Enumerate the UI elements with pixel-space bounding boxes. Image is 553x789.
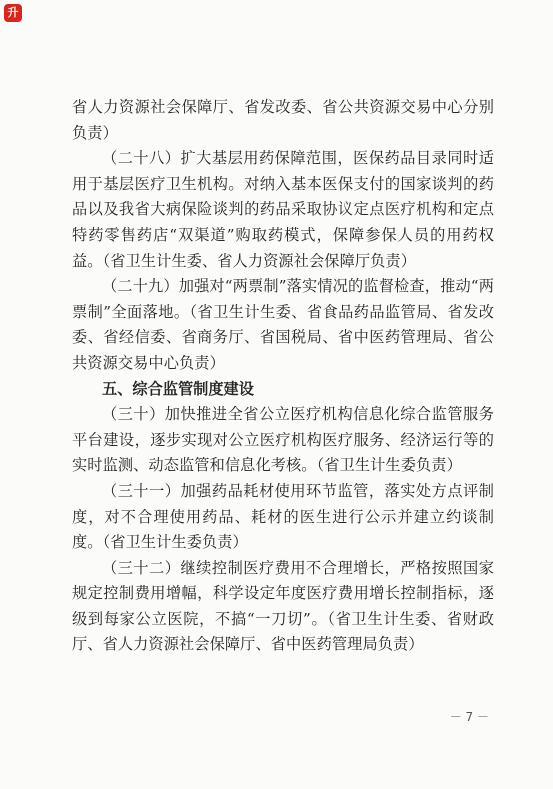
section-heading: 五、综合监管制度建设 <box>102 379 254 398</box>
paragraph-30: （三十）加快推进全省公立医疗机构信息化综合监管服务平台建设，逐步实现对公立医疗机构医疗服务、经济运行等的实时监测、动态监管和信息化考核。（省卫生计生委负责） <box>72 405 494 475</box>
page-number: － 7 － <box>449 710 489 724</box>
document-page <box>72 95 494 658</box>
paragraph-29: （二十九）加强对“两票制”落实情况的监督检查，推动“两票制”全面落地。（省卫生计生委、省食品药品监管局、省发改委、省经信委、省商务厅、省国税局、省中医药管理局、省公共资源交易中心负责） <box>72 277 494 372</box>
paragraph-28: （二十八）扩大基层用药保障范围，医保药品目录同时适用于基层医疗卫生机构。对纳入基本医保支付的国家谈判的药品以及我省大病保险谈判的药品采取协议定点医疗机构和定点特药零售药店“双渠道”购取药模式，保障参保人员的用药权益。（省卫生计生委、省人力资源社会保障厅负责） <box>72 149 494 270</box>
paragraph-32: （三十二）继续控制医疗费用不合理增长，严格按照国家规定控制费用增幅，科学设定年度医疗费用增长控制指标，逐级到每家公立医院，不搞“一刀切”。（省卫生计生委、省财政厅、省人力资源社会保障厅、省中医药管理局负责） <box>72 558 494 654</box>
app-logo-icon: 升 <box>4 4 22 22</box>
paragraph-31: （三十一）加强药品耗材使用环节监管，落实处方点评制度，对不合理使用药品、耗材的医生进行公示并建立约谈制度。（省卫生计生委负责） <box>72 481 494 552</box>
paragraph-continuation: 省人力资源社会保障厅、省发改委、省公共资源交易中心分别负责） <box>72 98 494 142</box>
